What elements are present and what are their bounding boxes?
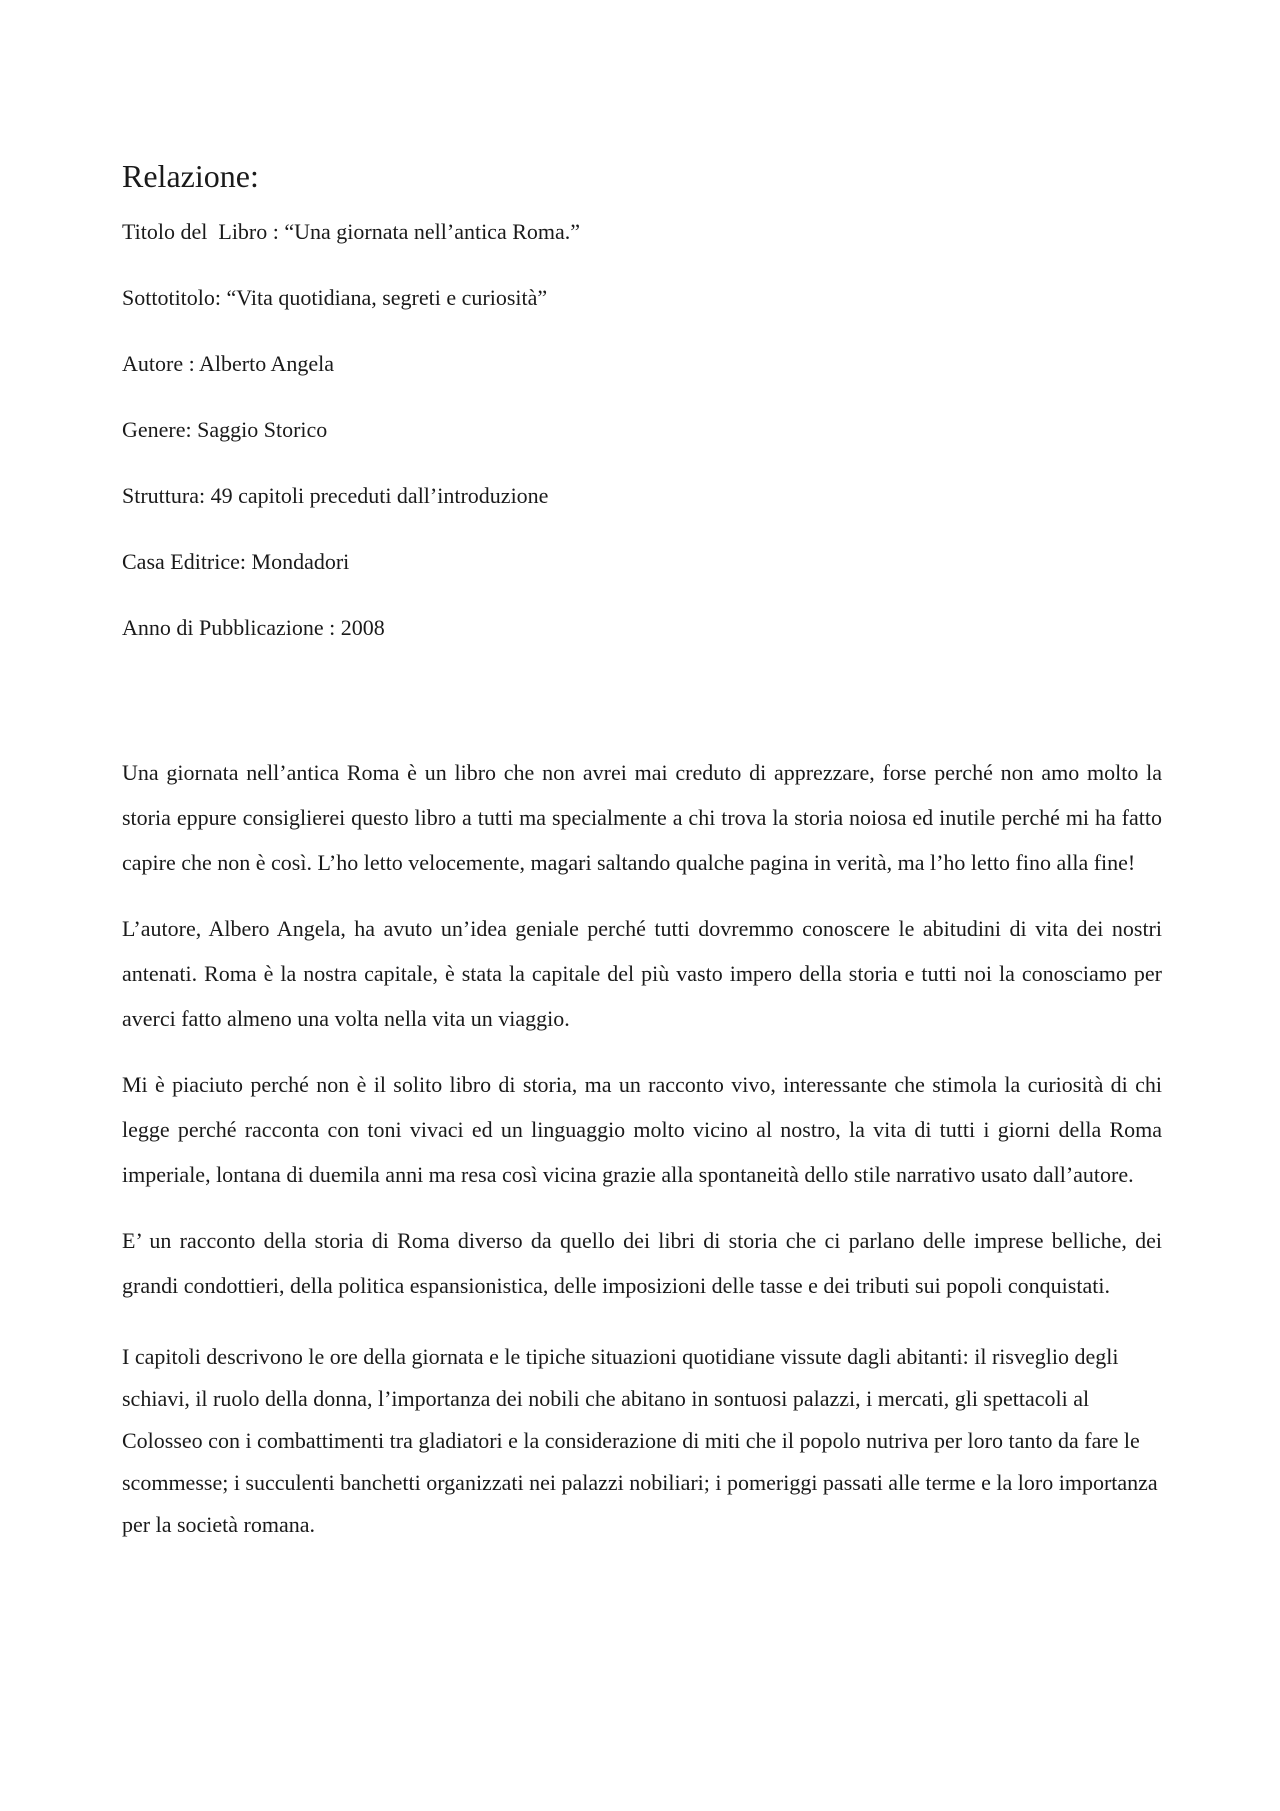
body-paragraph-3: Mi è piaciuto perché non è il solito libro di storia, ma un racconto vivo, interessante che stimola la curiosità di chi legge perché racconta con toni vivaci ed un linguaggio molto vicino al nostro, la vita di tutti i giorni della Roma imperiale, lontana di duemila anni ma resa così vicina grazie alla spontaneità dello stile narrativo usato dall’autore. — [122, 1072, 1162, 1187]
body-paragraph-5: I capitoli descrivono le ore della giornata e le tipiche situazioni quotidiane vissute dagli abitanti: il risveglio degli schiavi, il ruolo della donna, l’importanza dei nobili che abitano in sontuosi palazzi, i mercati, gli spettacoli al Colosseo con i combattimenti tra gladiatori e la considerazione di miti che il popolo nutriva per loro tanto da fare le scommesse; i succulenti banchetti organizzati nei palazzi nobiliari; i pomeriggi passati alle terme e la loro importanza per la società romana. — [122, 1344, 1158, 1537]
meta-value: “Vita quotidiana, segreti e curiosità” — [226, 285, 548, 310]
meta-label: Anno di Pubblicazione : — [122, 615, 341, 640]
meta-value: “Una giornata nell’antica Roma.” — [284, 219, 581, 244]
meta-line-titolo — [122, 216, 1162, 248]
meta-label: Titolo del Libro : — [122, 219, 285, 244]
meta-value: Mondadori — [251, 549, 350, 574]
meta-value: 49 capitoli preceduti dall’introduzione — [210, 483, 549, 508]
meta-value: 2008 — [340, 615, 385, 640]
body-paragraph-1: Una giornata nell’antica Roma è un libro che non avrei mai creduto di apprezzare, forse perché non amo molto la storia eppure consiglierei questo libro a tutti ma specialmente a chi trova la storia noiosa ed inutile perché mi ha fatto capire che non è così. L’ho letto velocemente, magari saltando qualche pagina in verità, ma l’ho letto fino alla fine! — [122, 760, 1162, 875]
meta-label: Genere: — [122, 417, 198, 442]
body-paragraph-4: E’ un racconto della storia di Roma diverso da quello dei libri di storia che ci parlano delle imprese belliche, dei grandi condottieri, della politica espansionistica, delle imposizioni delle tasse e dei tributi sui popoli conquistati. — [122, 1228, 1162, 1298]
meta-label: Casa Editrice: — [122, 549, 252, 574]
meta-line-casa-editrice — [122, 546, 1162, 578]
meta-label: Sottotitolo: — [122, 285, 227, 310]
meta-line-autore — [122, 348, 1162, 380]
section-spacer — [122, 678, 1162, 750]
meta-line-anno — [122, 612, 1162, 644]
body-paragraph-2: L’autore, Albero Angela, ha avuto un’idea geniale perché tutti dovremmo conoscere le abitudini di vita dei nostri antenati. Roma è la nostra capitale, è stata la capitale del più vasto impero della storia e tutti noi la conosciamo per averci fatto almeno una volta nella vita un viaggio. — [122, 916, 1162, 1031]
meta-line-genere — [122, 414, 1162, 446]
page-title: Relazione: — [122, 158, 259, 194]
meta-line-struttura — [122, 480, 1162, 512]
meta-label: Struttura: — [122, 483, 211, 508]
meta-value: Saggio Storico — [197, 417, 328, 442]
meta-line-sottotitolo — [122, 282, 1162, 314]
document-content — [122, 150, 1162, 1567]
meta-label: Autore : — [122, 351, 199, 376]
meta-value: Alberto Angela — [199, 351, 335, 376]
